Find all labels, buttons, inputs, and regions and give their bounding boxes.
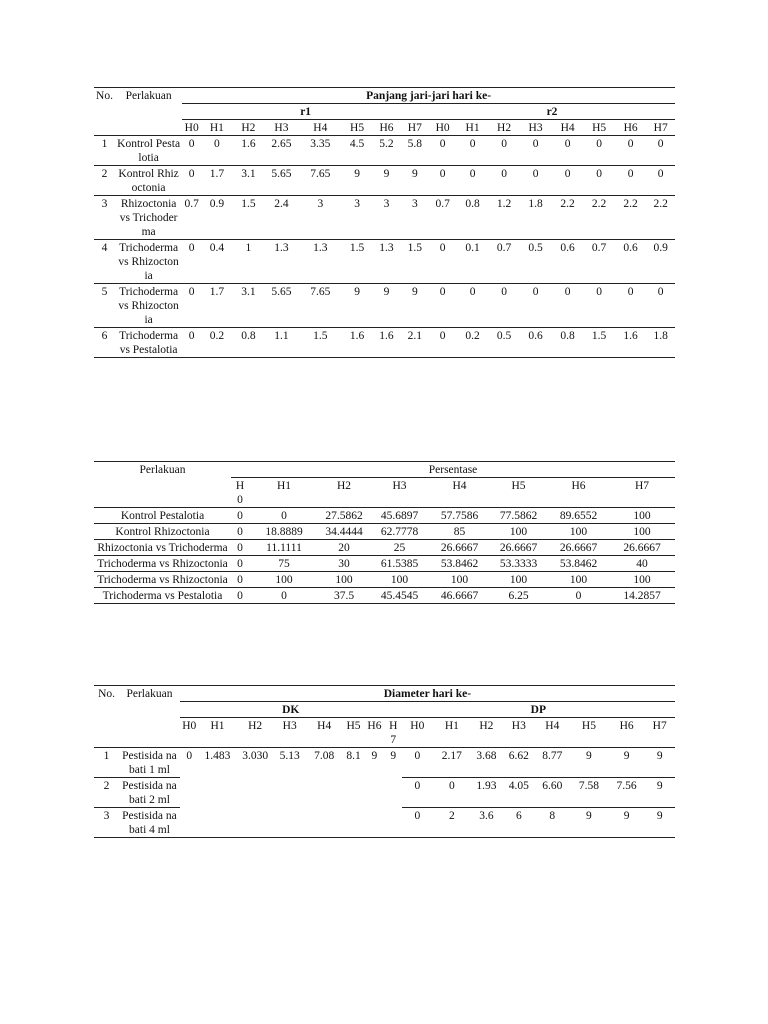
value-cell: 9 [609,748,645,778]
value-cell: 1.1 [264,328,299,358]
row-perlakuan: Trichoderma vs Rhizoctonia [115,240,182,284]
table-row [94,588,675,604]
value-cell: 9 [644,748,675,778]
value-cell: 0 [552,166,584,196]
day-header: H6 [615,120,647,136]
day-header: H4 [552,120,584,136]
value-cell: 0.6 [519,328,552,358]
value-cell: 0.9 [646,240,675,284]
value-cell: 100 [548,572,609,588]
day-header: H3 [264,120,299,136]
table-row [94,136,675,166]
radius-table [94,87,675,358]
row-perlakuan: Pestisida nabati 1 ml [119,748,180,778]
table-row [94,572,675,588]
value-cell: 0.6 [552,240,584,284]
value-cell: 26.6667 [609,540,675,556]
day-header: H5 [583,120,615,136]
day-header: H1 [433,718,471,748]
value-cell: 6.62 [502,748,535,778]
value-cell: 27.5862 [319,508,369,524]
day-header: H3 [502,718,535,748]
value-cell: 25 [369,540,430,556]
day-header: H0 [180,718,199,748]
day-header: H3 [519,120,552,136]
day-header: H5 [569,718,609,748]
value-cell: 45.6897 [369,508,430,524]
value-cell: 26.6667 [430,540,489,556]
value-cell: 1.3 [372,240,400,284]
value-cell: 2 [433,808,471,838]
value-cell: 0.7 [489,240,519,284]
table-row [94,240,675,284]
day-header: H4 [430,478,489,508]
value-cell: 0 [186,750,193,762]
row-no: 3 [94,196,115,240]
day-header: H2 [471,718,502,748]
header-group-title: Persentase [231,462,675,478]
value-cell: 1.6 [372,328,400,358]
day-header: H5 [342,120,372,136]
value-cell: 0 [519,284,552,328]
value-cell: 0.9 [201,196,233,240]
value-cell: 5.13 [279,750,300,762]
value-cell: 14.2857 [609,588,675,604]
value-cell: 5.8 [401,136,429,166]
header-group-title: Panjang jari-jari hari ke- [182,88,675,104]
value-cell: 0 [552,284,584,328]
value-cell: 0 [182,328,201,358]
value-cell: 0.8 [456,196,489,240]
value-cell: 1.6 [342,328,372,358]
header-no: No. [94,88,115,136]
value-cell: 9 [342,166,372,196]
value-cell: 9 [569,748,609,778]
value-cell: 2.1 [401,328,429,358]
value-cell: 0 [182,166,201,196]
value-cell: 11.1111 [249,540,319,556]
day-header: H6 [364,718,385,748]
value-cell: 0 [552,136,584,166]
value-cell: 0 [429,284,456,328]
table-row [94,196,675,240]
value-cell: 0 [402,778,433,808]
header-r2: r2 [429,104,675,120]
value-cell: 0 [615,284,647,328]
row-perlakuan: Pestisida nabati 2 ml [119,778,180,808]
value-cell: 1.6 [233,136,265,166]
table-row [94,284,675,328]
empty-cell [180,808,402,838]
table-row [94,556,675,572]
value-cell: 2.2 [615,196,647,240]
value-cell: 61.5385 [369,556,430,572]
day-header: H1 [199,718,237,748]
value-cell: 2.65 [264,136,299,166]
day-header: H7 [644,718,675,748]
day-header: H6 [372,120,400,136]
table-row [94,166,675,196]
value-cell: 9 [342,284,372,328]
value-cell: 0 [402,808,433,838]
value-cell: 9 [644,778,675,808]
day-header: H1 [201,120,233,136]
value-cell: 0 [489,136,519,166]
row-perlakuan: Trichoderma vs Rhizoctonia [115,284,182,328]
value-cell: 75 [249,556,319,572]
day-header: H2 [319,478,369,508]
value-cell: 0 [489,166,519,196]
value-cell: 0 [231,556,249,572]
value-cell: 26.6667 [489,540,548,556]
row-perlakuan: Kontrol Pestalotia [94,508,231,524]
day-header: H4 [536,718,569,748]
value-cell: 0.4 [201,240,233,284]
row-no: 1 [94,748,119,778]
header-r1: r1 [182,104,429,120]
value-cell: 100 [609,572,675,588]
value-cell: 53.8462 [430,556,489,572]
row-perlakuan: Kontrol Rhizoctonia [94,524,231,540]
value-cell: 1.7 [201,284,233,328]
value-cell: 0.5 [489,328,519,358]
value-cell: 7.65 [299,284,342,328]
value-cell: 1.6 [615,328,647,358]
empty-cell [180,778,402,808]
value-cell: 46.6667 [430,588,489,604]
value-cell: 0 [182,240,201,284]
row-perlakuan: Pestisida nabati 4 ml [119,808,180,838]
value-cell: 0 [433,778,471,808]
row-perlakuan: Trichoderma vs Rhizoctonia [94,572,231,588]
day-header: H7 [401,120,429,136]
value-cell: 3.030 [242,750,269,762]
table-row [94,748,675,778]
value-cell: 20 [319,540,369,556]
value-cell: 1.483 [204,750,231,762]
day-header: H2 [233,120,265,136]
day-header: H7 [609,478,675,508]
value-cell: 100 [489,524,548,540]
value-cell: 100 [319,572,369,588]
value-cell: 0 [402,748,433,778]
value-cell: 2.2 [646,196,675,240]
value-cell: 0 [583,166,615,196]
value-cell: 2.17 [433,748,471,778]
day-header: H0 [402,718,433,748]
day-header: H7 [385,718,402,748]
diameter-table [94,685,675,838]
value-cell: 5.65 [264,284,299,328]
value-cell: 8.1 [346,750,361,762]
value-cell: 1.3 [299,240,342,284]
value-cell: 1.5 [299,328,342,358]
value-cell: 3 [342,196,372,240]
row-no: 2 [94,166,115,196]
table-row [94,328,675,358]
day-header: H1 [249,478,319,508]
value-cell: 100 [609,524,675,540]
day-header: H0 [231,478,249,508]
value-cell: 8 [536,808,569,838]
value-cell: 8.77 [536,748,569,778]
day-header: H2 [236,718,274,748]
value-cell: 1.5 [583,328,615,358]
value-cell: 9 [372,284,400,328]
value-cell: 30 [319,556,369,572]
value-cell: 0 [231,508,249,524]
header-group-title: Diameter hari ke- [180,686,675,702]
value-cell: 3.1 [233,284,265,328]
table-row [94,778,675,808]
percentage-table [94,461,675,604]
value-cell: 2.2 [583,196,615,240]
day-header: H3 [274,718,305,748]
value-cell: 37.5 [319,588,369,604]
value-cell: 9 [401,166,429,196]
row-perlakuan: Trichoderma vs Rhizoctonia [94,556,231,572]
value-cell: 9 [644,808,675,838]
value-cell: 0 [249,508,319,524]
value-cell: 9 [372,166,400,196]
day-header: H7 [646,120,675,136]
value-cell: 6.25 [489,588,548,604]
day-header: H6 [609,718,645,748]
value-cell: 1.7 [201,166,233,196]
value-cell: 0 [615,136,647,166]
value-cell: 34.4444 [319,524,369,540]
day-header: H5 [489,478,548,508]
header-perlakuan: Perlakuan [119,686,180,748]
value-cell: 9 [390,750,397,762]
value-cell: 100 [489,572,548,588]
row-perlakuan: Kontrol Rhizoctonia [115,166,182,196]
value-cell: 7.65 [299,166,342,196]
row-perlakuan: Trichoderma vs Pestalotia [115,328,182,358]
value-cell: 1.8 [519,196,552,240]
value-cell: 0 [182,284,201,328]
value-cell: 100 [249,572,319,588]
value-cell: 62.7778 [369,524,430,540]
day-header: H4 [305,718,343,748]
day-header: H4 [299,120,342,136]
value-cell: 3 [372,196,400,240]
value-cell: 85 [430,524,489,540]
row-no: 1 [94,136,115,166]
value-cell: 5.2 [372,136,400,166]
table-row [94,524,675,540]
header-perlakuan: Perlakuan [115,88,182,136]
value-cell: 100 [548,524,609,540]
value-cell: 0 [249,588,319,604]
value-cell: 9 [569,808,609,838]
value-cell: 0 [429,240,456,284]
day-header: H0 [182,120,201,136]
day-header: H3 [369,478,430,508]
value-cell: 0 [429,328,456,358]
value-cell: 3.35 [299,136,342,166]
value-cell: 0 [231,572,249,588]
value-cell: 0 [456,136,489,166]
value-cell: 26.6667 [548,540,609,556]
value-cell: 9 [609,808,645,838]
value-cell: 0 [182,136,201,166]
row-no: 3 [94,808,119,838]
value-cell: 1.3 [264,240,299,284]
value-cell: 5.65 [264,166,299,196]
header-dp: DP [402,702,675,718]
value-cell: 6 [502,808,535,838]
value-cell: 0 [456,284,489,328]
value-cell: 1.2 [489,196,519,240]
value-cell: 0 [429,136,456,166]
value-cell: 0.2 [201,328,233,358]
value-cell: 1.5 [401,240,429,284]
value-cell: 9 [371,750,378,762]
value-cell: 57.7586 [430,508,489,524]
day-header: H2 [489,120,519,136]
value-cell: 77.5862 [489,508,548,524]
row-perlakuan: Kontrol Pestalotia [115,136,182,166]
header-perlakuan: Perlakuan [94,462,231,508]
value-cell: 0 [646,284,675,328]
value-cell: 1.5 [233,196,265,240]
row-no: 2 [94,778,119,808]
value-cell: 2.4 [264,196,299,240]
value-cell: 100 [430,572,489,588]
value-cell: 3.6 [471,808,502,838]
value-cell: 0.7 [429,196,456,240]
value-cell: 18.8889 [249,524,319,540]
value-cell: 6.60 [536,778,569,808]
value-cell: 0 [231,540,249,556]
row-no: 6 [94,328,115,358]
value-cell: 7.58 [569,778,609,808]
value-cell: 0.8 [233,328,265,358]
value-cell: 0 [646,166,675,196]
value-cell: 53.8462 [548,556,609,572]
value-cell: 0 [231,588,249,604]
value-cell: 3.68 [471,748,502,778]
day-header: H6 [548,478,609,508]
table-row [94,540,675,556]
value-cell: 3 [401,196,429,240]
value-cell: 100 [609,508,675,524]
value-cell: 0 [519,136,552,166]
value-cell: 1.8 [646,328,675,358]
value-cell: 0 [548,588,609,604]
value-cell: 0 [489,284,519,328]
value-cell: 4.5 [342,136,372,166]
value-cell: 0.1 [456,240,489,284]
value-cell: 7.08 [314,750,335,762]
row-no: 5 [94,284,115,328]
value-cell: 1.93 [471,778,502,808]
table-row [94,508,675,524]
value-cell: 0 [231,524,249,540]
day-header: H5 [343,718,364,748]
value-cell: 0 [615,166,647,196]
value-cell: 45.4545 [369,588,430,604]
value-cell: 0 [646,136,675,166]
value-cell: 0 [429,166,456,196]
header-dk: DK [180,702,402,718]
value-cell: 2.2 [552,196,584,240]
value-cell: 89.6552 [548,508,609,524]
value-cell: 0 [456,166,489,196]
value-cell: 0 [201,136,233,166]
value-cell: 0 [583,284,615,328]
value-cell: 9 [401,284,429,328]
value-cell: 7.56 [609,778,645,808]
header-no: No. [94,686,119,748]
value-cell: 0.5 [519,240,552,284]
value-cell: 0.2 [456,328,489,358]
value-cell: 4.05 [502,778,535,808]
value-cell: 0 [519,166,552,196]
value-cell: 0.7 [583,240,615,284]
value-cell: 40 [609,556,675,572]
value-cell: 0.8 [552,328,584,358]
value-cell: 0.6 [615,240,647,284]
value-cell: 0.7 [182,196,201,240]
value-cell: 100 [369,572,430,588]
value-cell: 3.1 [233,166,265,196]
row-perlakuan: Trichoderma vs Pestalotia [94,588,231,604]
day-header: H0 [429,120,456,136]
table-row [94,808,675,838]
value-cell: 1.5 [342,240,372,284]
value-cell: 53.3333 [489,556,548,572]
day-header: H1 [456,120,489,136]
row-perlakuan: Rhizoctonia vs Trichoderma [94,540,231,556]
row-no: 4 [94,240,115,284]
value-cell: 1 [233,240,265,284]
row-perlakuan: Rhizoctonia vs Trichoderma [115,196,182,240]
value-cell: 3 [299,196,342,240]
value-cell: 0 [583,136,615,166]
